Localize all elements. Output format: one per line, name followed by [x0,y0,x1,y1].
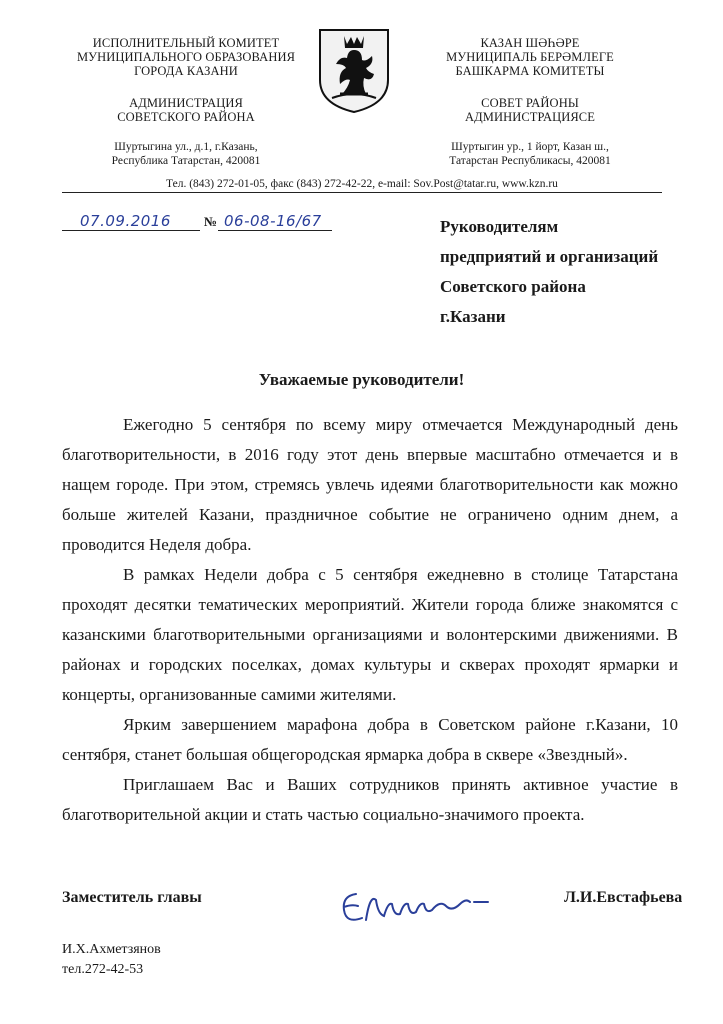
signer-title: Заместитель главы [62,889,202,906]
salutation: Уважаемые руководители! [258,370,465,389]
org-name-line: АДМИНИСТРАЦИЯ [129,96,243,110]
letterhead-right-address [405,140,655,168]
recipient-line: Советского района [440,277,586,296]
number-underline [218,230,332,231]
header-divider [62,192,662,193]
recipient-line: Руководителям [440,217,559,236]
registration-number: 06-08-16/67 [224,212,322,230]
contact-line: Тел. (843) 272-01-05, факс (843) 272-42-22, e-mail: Sov.Post@tatar.ru, www.kzn.ru [166,178,558,190]
letterhead-right [405,36,655,124]
executor-block [62,940,161,980]
address-line: Шуртыгина ул., д.1, г.Казань, [114,141,258,153]
body-paragraph: В рамках Недели добра с 5 сентября ежедневно в столице Татарстана проходят десятки тематических мероприятий. Жители города ближе знакомятся с казанскими благотворительными организациями и волонтерскими движениями. В районах и городских поселках, домах культуры и скверах проходят ярмарки и концерты, организованные самими жителями. [62,565,678,704]
body-paragraph: Ярким завершением марафона добра в Советском районе г.Казани, 10 сентября, станет большая общегородская ярмарка добра в сквере «Звездный». [62,715,678,764]
org-name-line: МУНИЦИПАЛЬНОГО ОБРАЗОВАНИЯ [76,50,296,64]
org-name-line: ИСПОЛНИТЕЛЬНЫЙ КОМИТЕТ [92,36,280,50]
registration-block [62,210,352,234]
org-name-line: СОВЕТСКОГО РАЙОНА [117,110,255,124]
handwritten-signature [336,880,506,932]
executor-name: И.Х.Ахметзянов [62,942,161,957]
address-line: Шуртыгин ур., 1 йорт, Казан ш., [451,141,609,153]
recipient-line: предприятий и организаций [440,247,659,266]
org-name-line: ГОРОДА КАЗАНИ [134,64,238,78]
executor-phone: тел.272-42-53 [62,962,144,977]
address-line: Татарстан Республикасы, 420081 [449,155,611,167]
registration-date: 07.09.2016 [80,212,171,230]
signer-name: Л.И.Евстафьева [564,889,683,906]
address-line: Республика Татарстан, 420081 [111,155,261,167]
body-paragraph: Ежегодно 5 сентября по всему миру отмечается Международный день благотворительности, в 2016 году этот день впервые масштабно отмечается и в нащем городе. При этом, стремясь увлечь идеями благотворительности как можно больше жителей Казани, праздничное событие не ограничено одним днем, а проводится Неделя добра. [62,415,678,554]
org-name-line: АДМИНИСТРАЦИЯСЕ [465,110,595,124]
recipient-line: г.Казани [440,307,506,326]
org-name-line: СОВЕТ РАЙОНЫ [481,96,579,110]
number-label: № [204,214,218,229]
org-name-line: КАЗАН ШӘҺӘРЕ [480,36,580,50]
kazan-coat-of-arms-icon [318,28,390,114]
recipient-block [440,212,700,332]
body-paragraph: Приглашаем Вас и Ваших сотрудников принять активное участие в благотворительной акции и стать частью социально-значимого проекта. [62,775,678,824]
org-name-line: МУНИЦИПАЛЬ БЕРӘМЛЕГЕ [446,50,614,64]
org-name-line: БАШКАРМА КОМИТЕТЫ [455,64,605,78]
letterhead-left [62,36,310,124]
letterhead-left-address [62,140,310,168]
date-underline [62,230,200,231]
